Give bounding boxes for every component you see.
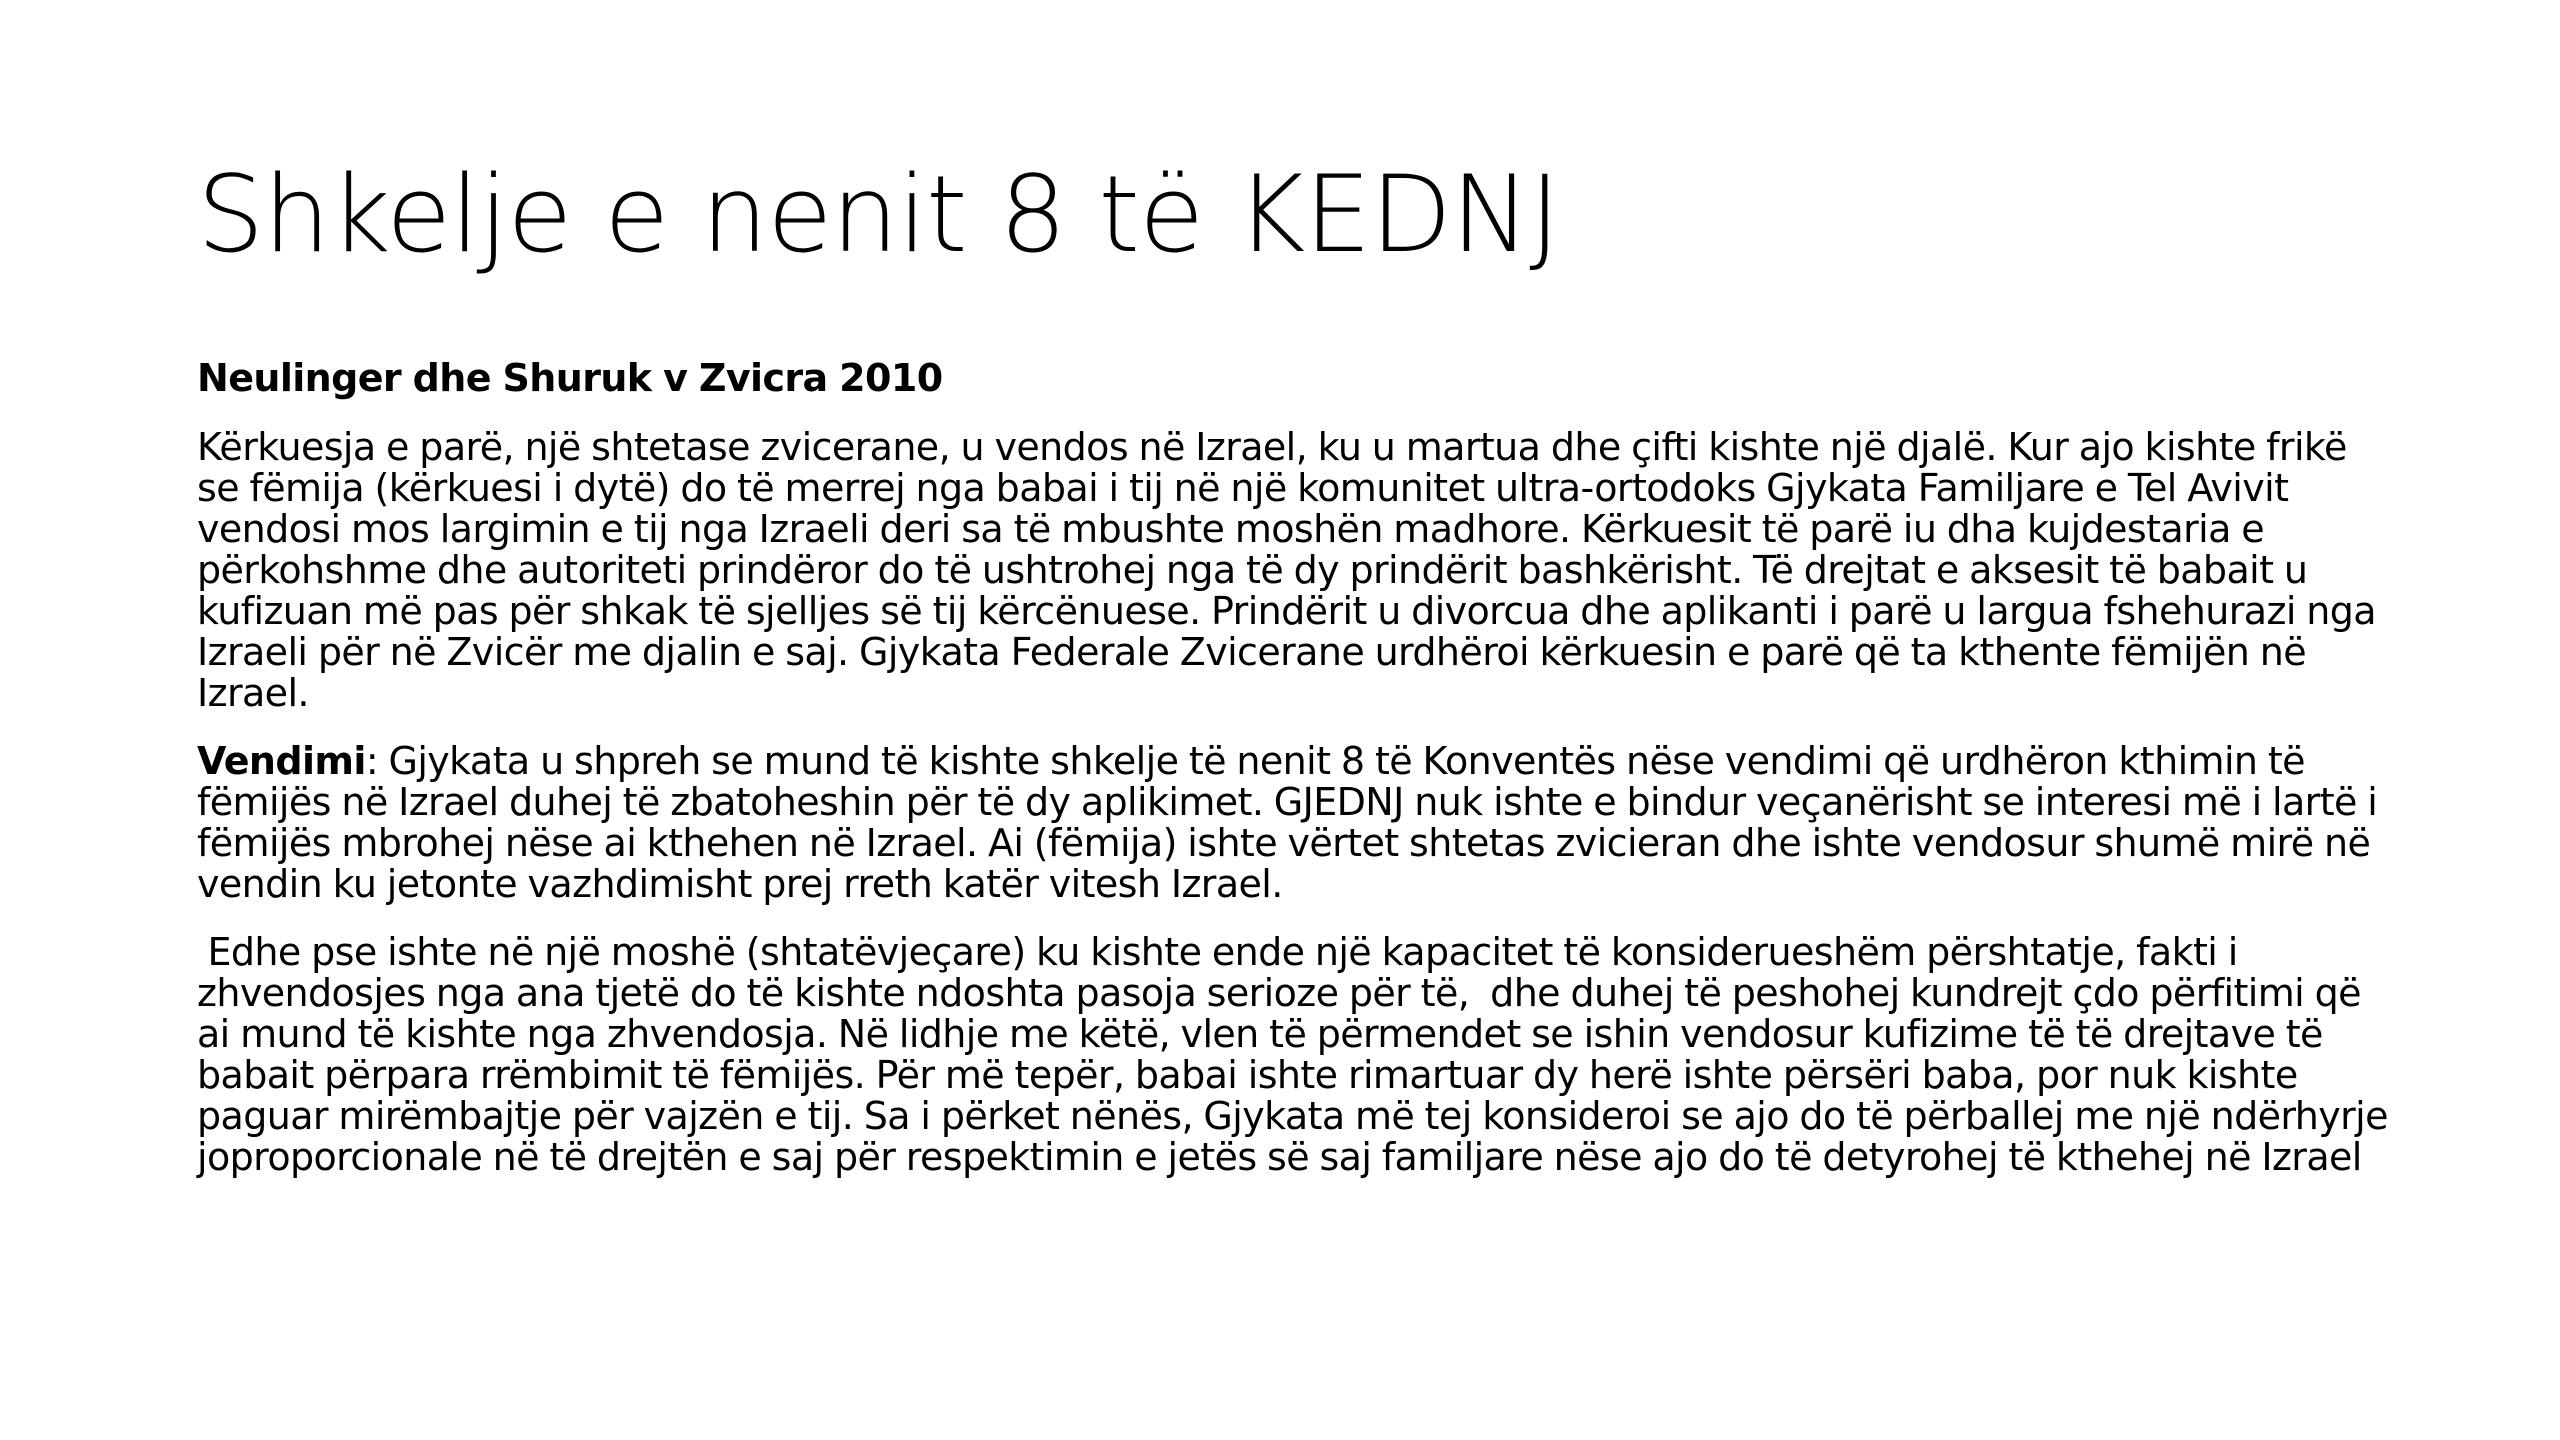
- decision-paragraph: [197, 741, 2397, 905]
- case-facts-paragraph: Kërkuesja e parë, një shtetase zvicerane, u vendos në Izrael, ku u martua dhe çifti kishte një djalë. Kur ajo kishte frikë se fëmija (kërkuesi i dytë) do të merrej nga babai i tij në një komunitet ultra-ortodoks Gjykata Familjare e Tel Avivit vendosi mos largimin e tij nga Izraeli deri sa të mbushte moshën madhore. Kërkuesit të parë iu dha kujdestaria e përkohshme dhe autoriteti prindëror do të ushtrohej nga të dy prindërit bashkërisht. Të drejtat e aksesit të babait u kufizuan më pas për shkak të sjelljes së tij kërcënuese. Prindërit u divorcua dhe aplikanti i parë u largua fshehurazi nga Izraeli për në Zvicër me djalin e saj. Gjykata Federale Zvicerane urdhëroi kërkuesin e parë që ta kthente fëmijën në Izrael.: [197, 425, 2376, 715]
- slide-body: [197, 358, 2397, 1178]
- reasoning-paragraph: Edhe pse ishte në një moshë (shtatëvjeçare) ku kishte ende një kapacitet të konsiderueshëm përshtatje, fakti i zhvendosjes nga ana tjetë do të kishte ndoshta pasoja serioze për të, dhe duhej të peshohej kundrejt çdo përfitimi që ai mund të kishte nga zhvendosja. Në lidhje me këtë, vlen të përmendet se ishin vendosur kufizime të të drejtave të babait përpara rrëmbimit të fëmijës. Për më tepër, babai ishte rimartuar dy herë ishte përsëri baba, por nuk kishte paguar mirëmbajtje për vajzën e tij. Sa i përket nënës, Gjykata më tej konsideroi se ajo do të përballej me një ndërhyrje joproporcionale në të drejtën e saj për respektimin e jetës së saj familjare nëse ajo do të detyrohej të kthehej në Izrael: [197, 930, 2399, 1179]
- decision-label: Vendimi: [197, 739, 366, 783]
- case-heading: Neulinger dhe Shuruk v Zvicra 2010: [197, 356, 943, 400]
- slide-title: Shkelje e nenit 8 të KEDNJ: [197, 153, 1560, 276]
- decision-text: : Gjykata u shpreh se mund të kishte shkelje të nenit 8 të Konventës nëse vendimi që urdhëron kthimin të fëmijës në Izrael duhej të zbatoheshin për të dy aplikimet. GJEDNJ nuk ishte e bindur veçanërisht se interesi më i lartë i fëmijës mbrohej nëse ai kthehen në Izrael. Ai (fëmija) ishte vërtet shtetas zvicieran dhe ishte vendosur shumë mirë në vendin ku jetonte vazhdimisht prej rreth katër vitesh Izrael.: [197, 739, 2378, 906]
